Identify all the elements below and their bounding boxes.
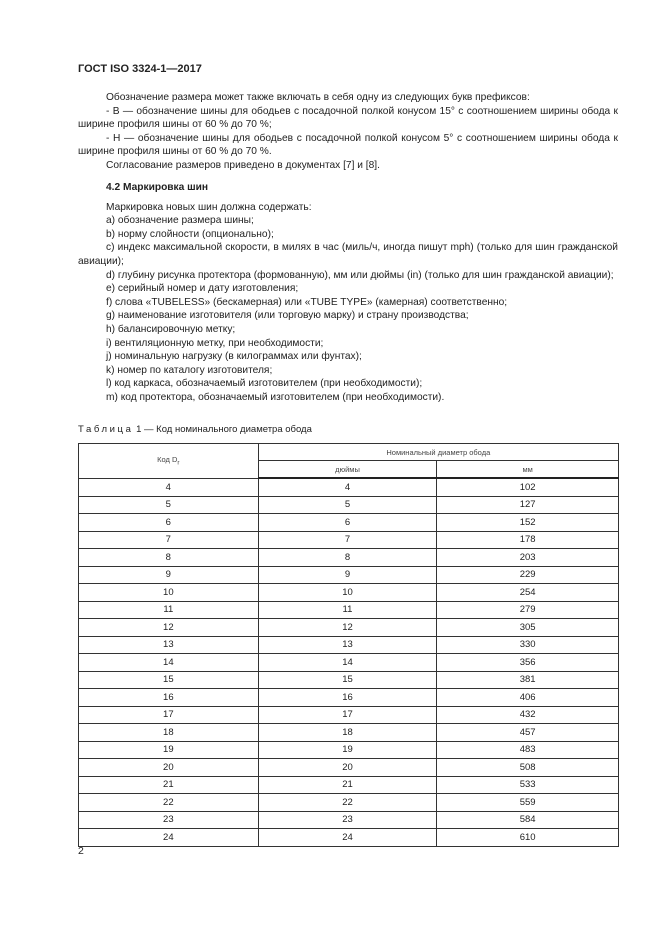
table-cell: 356 [437, 654, 619, 672]
list-item: b) норму слойности (опционально); [106, 228, 274, 240]
list-item: i) вентиляционную метку, при необходимости; [106, 337, 324, 349]
table-cell: 533 [437, 776, 619, 794]
rim-diameter-table [78, 443, 619, 847]
table-cell: 152 [437, 514, 619, 532]
section-intro: Маркировка новых шин должна содержать: [106, 201, 312, 213]
table-row [79, 601, 619, 619]
table-cell: 23 [79, 811, 259, 829]
paragraph: Обозначение размера может также включать в себя одну из следующих букв префиксов: [106, 92, 530, 103]
table-cell: 15 [258, 671, 437, 689]
table-cell: 330 [437, 636, 619, 654]
table-cell: 24 [79, 829, 259, 847]
table-cell: 7 [258, 531, 437, 549]
table-row [79, 566, 619, 584]
table-cell: 8 [258, 549, 437, 567]
table-cell: 6 [258, 514, 437, 532]
table-cell: 229 [437, 566, 619, 584]
table-cell: 4 [79, 478, 259, 496]
section-4-2 [78, 181, 618, 405]
table-cell: 22 [258, 794, 437, 812]
list-item: d) глубину рисунка протектора (формованную), мм или дюймы (in) (только для шин гражданской авиации); [106, 269, 614, 281]
table-cell: 11 [258, 601, 437, 619]
table-cell: 254 [437, 584, 619, 602]
list-item: m) код протектора, обозначаемый изготовителем (при необходимости). [106, 391, 445, 403]
header-mm: мм [437, 461, 619, 479]
header-inches: дюймы [258, 461, 437, 479]
table-cell: 559 [437, 794, 619, 812]
table-cell: 279 [437, 601, 619, 619]
table-cell: 483 [437, 741, 619, 759]
table-cell: 178 [437, 531, 619, 549]
table-row [79, 759, 619, 777]
table-cell: 9 [79, 566, 259, 584]
table-row [79, 654, 619, 672]
table-cell: 508 [437, 759, 619, 777]
table-cell: 305 [437, 619, 619, 637]
table-row [79, 741, 619, 759]
intro-paragraphs [78, 91, 618, 173]
list-item: a) обозначение размера шины; [106, 215, 254, 227]
table-cell: 21 [79, 776, 259, 794]
table-row [79, 549, 619, 567]
paragraph: - В — обозначение шины для ободьев с посадочной полкой конусом 15° с соотношением ширины обода к ширине профиля шины от 60 % до 70 %; [78, 105, 618, 131]
table-cell: 4 [258, 478, 437, 496]
table-cell: 20 [79, 759, 259, 777]
list-item: j) номинальную нагрузку (в килограммах или фунтах); [106, 351, 362, 363]
list-item: l) код каркаса, обозначаемый изготовителем (при необходимости); [106, 378, 423, 390]
table-cell: 6 [79, 514, 259, 532]
table-row [79, 671, 619, 689]
table-cell: 15 [79, 671, 259, 689]
page-number: 2 [78, 845, 84, 857]
table-cell: 203 [437, 549, 619, 567]
table-cell: 19 [258, 741, 437, 759]
table-cell: 20 [258, 759, 437, 777]
table-row [79, 514, 619, 532]
table-row [79, 619, 619, 637]
table-row [79, 689, 619, 707]
table-cell: 22 [79, 794, 259, 812]
table-cell: 9 [258, 566, 437, 584]
table-cell: 7 [79, 531, 259, 549]
table-cell: 18 [79, 724, 259, 742]
table-cell: 610 [437, 829, 619, 847]
table-row [79, 829, 619, 847]
list-item: f) слова «TUBELESS» (бескамерная) или «TUBE TYPE» (камерная) соответственно; [106, 296, 508, 308]
list-item: e) серийный номер и дату изготовления; [106, 283, 299, 295]
table-cell: 10 [258, 584, 437, 602]
table-cell: 584 [437, 811, 619, 829]
list-item: c) индекс максимальной скорости, в милях в час (миль/ч, иногда пишут mph) (только для шин гражданской авиации); [78, 242, 618, 267]
table-cell: 23 [258, 811, 437, 829]
table-cell: 13 [79, 636, 259, 654]
table-cell: 406 [437, 689, 619, 707]
table-cell: 21 [258, 776, 437, 794]
header-group: Номинальный диаметр обода [258, 444, 618, 461]
table-cell: 16 [79, 689, 259, 707]
table-cell: 127 [437, 496, 619, 514]
table-cell: 13 [258, 636, 437, 654]
table-cell: 17 [258, 706, 437, 724]
section-title: 4.2 Маркировка шин [106, 182, 209, 193]
paragraph: Согласование размеров приведено в документах [7] и [8]. [106, 159, 380, 171]
table-row [79, 478, 619, 496]
table-row [79, 706, 619, 724]
table-cell: 102 [437, 478, 619, 496]
table-cell: 12 [79, 619, 259, 637]
table-row [79, 496, 619, 514]
table-cell: 19 [79, 741, 259, 759]
table-cell: 5 [258, 496, 437, 514]
table-cell: 457 [437, 724, 619, 742]
list-item: h) балансировочную метку; [106, 323, 236, 335]
list-item: k) номер по каталогу изготовителя; [106, 364, 273, 376]
table-cell: 17 [79, 706, 259, 724]
table-cell: 14 [258, 654, 437, 672]
document-header: ГОСТ ISO 3324-1—2017 [78, 63, 202, 75]
table-cell: 5 [79, 496, 259, 514]
table-cell: 8 [79, 549, 259, 567]
header-code: Код $D_r$ [79, 444, 259, 479]
table-cell: 10 [79, 584, 259, 602]
table-cell: 16 [258, 689, 437, 707]
table-row [79, 724, 619, 742]
table-row [79, 531, 619, 549]
table-row [79, 584, 619, 602]
paragraph: - Н — обозначение шины для ободьев с посадочной полкой конусом 5° с соотношением ширины обода к ширине профиля шины от 60 % до 70 %. [78, 132, 618, 158]
table-cell: 11 [79, 601, 259, 619]
table-cell: 381 [437, 671, 619, 689]
table-row [79, 636, 619, 654]
table-cell: 14 [79, 654, 259, 672]
table-row [79, 811, 619, 829]
table-cell: 12 [258, 619, 437, 637]
list-item: g) наименование изготовителя (или торговую марку) и страну производства; [106, 310, 469, 322]
table-caption: Таблица 1 — Код номинального диаметра обода [78, 424, 312, 435]
table-row [79, 776, 619, 794]
table-cell: 18 [258, 724, 437, 742]
table-cell: 24 [258, 829, 437, 847]
table-cell: 432 [437, 706, 619, 724]
table-row [79, 794, 619, 812]
